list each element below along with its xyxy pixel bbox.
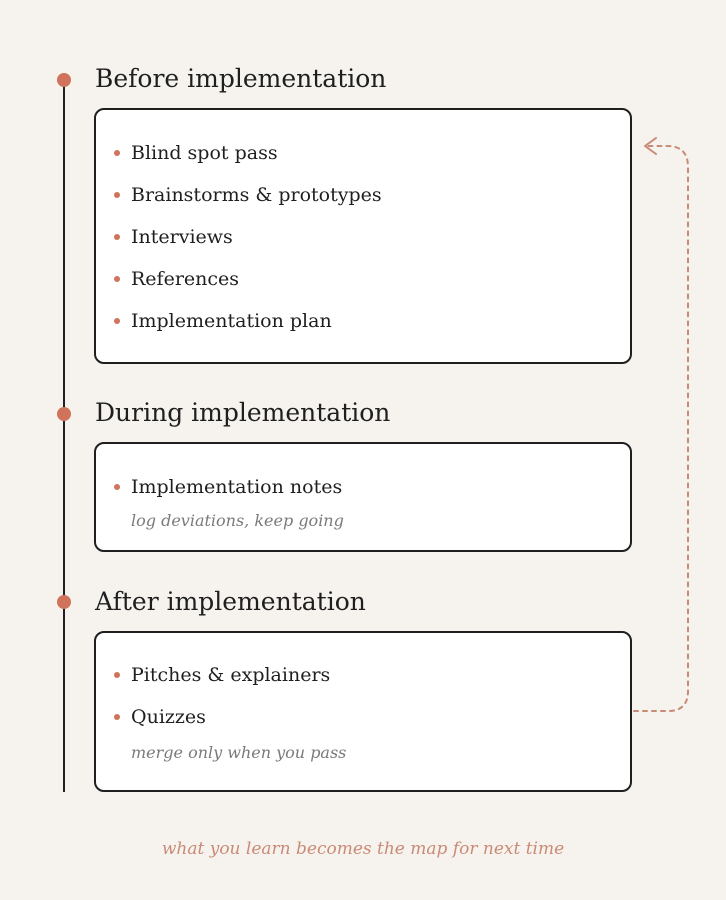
phase-box-after xyxy=(94,631,632,792)
phase-dot-during xyxy=(57,407,71,421)
phase-title-before: Before implementation xyxy=(95,64,387,93)
item-label: References xyxy=(131,268,240,290)
feedback-loop-arrow xyxy=(620,130,700,720)
item-label: Interviews xyxy=(131,226,233,248)
bullet-dot xyxy=(114,192,120,198)
list-item xyxy=(131,138,278,168)
item-label: Implementation notes xyxy=(131,476,343,498)
bullet-dot xyxy=(114,276,120,282)
phase-box-during xyxy=(94,442,632,552)
bullet-dot xyxy=(114,318,120,324)
phase-dot-after xyxy=(57,595,71,609)
phase-dot-before xyxy=(57,73,71,87)
item-label: Quizzes xyxy=(131,706,206,728)
phase-title-during: During implementation xyxy=(95,398,391,427)
item-label: Pitches & explainers xyxy=(131,664,331,686)
timeline-line xyxy=(63,80,65,792)
list-item xyxy=(131,660,330,690)
list-item xyxy=(131,264,239,294)
bullet-dot xyxy=(114,150,120,156)
phase-note-after: merge only when you pass xyxy=(131,743,347,762)
footer-caption: what you learn becomes the map for next time xyxy=(161,839,565,859)
bullet-dot xyxy=(114,234,120,240)
loop-path xyxy=(634,146,688,711)
phase-note-during: log deviations, keep going xyxy=(131,511,344,530)
phase-title-after: After implementation xyxy=(95,587,366,616)
item-label: Brainstorms & prototypes xyxy=(131,184,382,206)
list-item xyxy=(131,702,206,732)
item-label: Blind spot pass xyxy=(131,142,278,164)
item-label: Implementation plan xyxy=(131,310,332,332)
bullet-dot xyxy=(114,484,120,490)
bullet-dot xyxy=(114,714,120,720)
list-item xyxy=(131,306,332,336)
phase-box-before xyxy=(94,108,632,364)
list-item xyxy=(131,472,342,502)
list-item xyxy=(131,222,233,252)
list-item xyxy=(131,180,382,210)
bullet-dot xyxy=(114,672,120,678)
